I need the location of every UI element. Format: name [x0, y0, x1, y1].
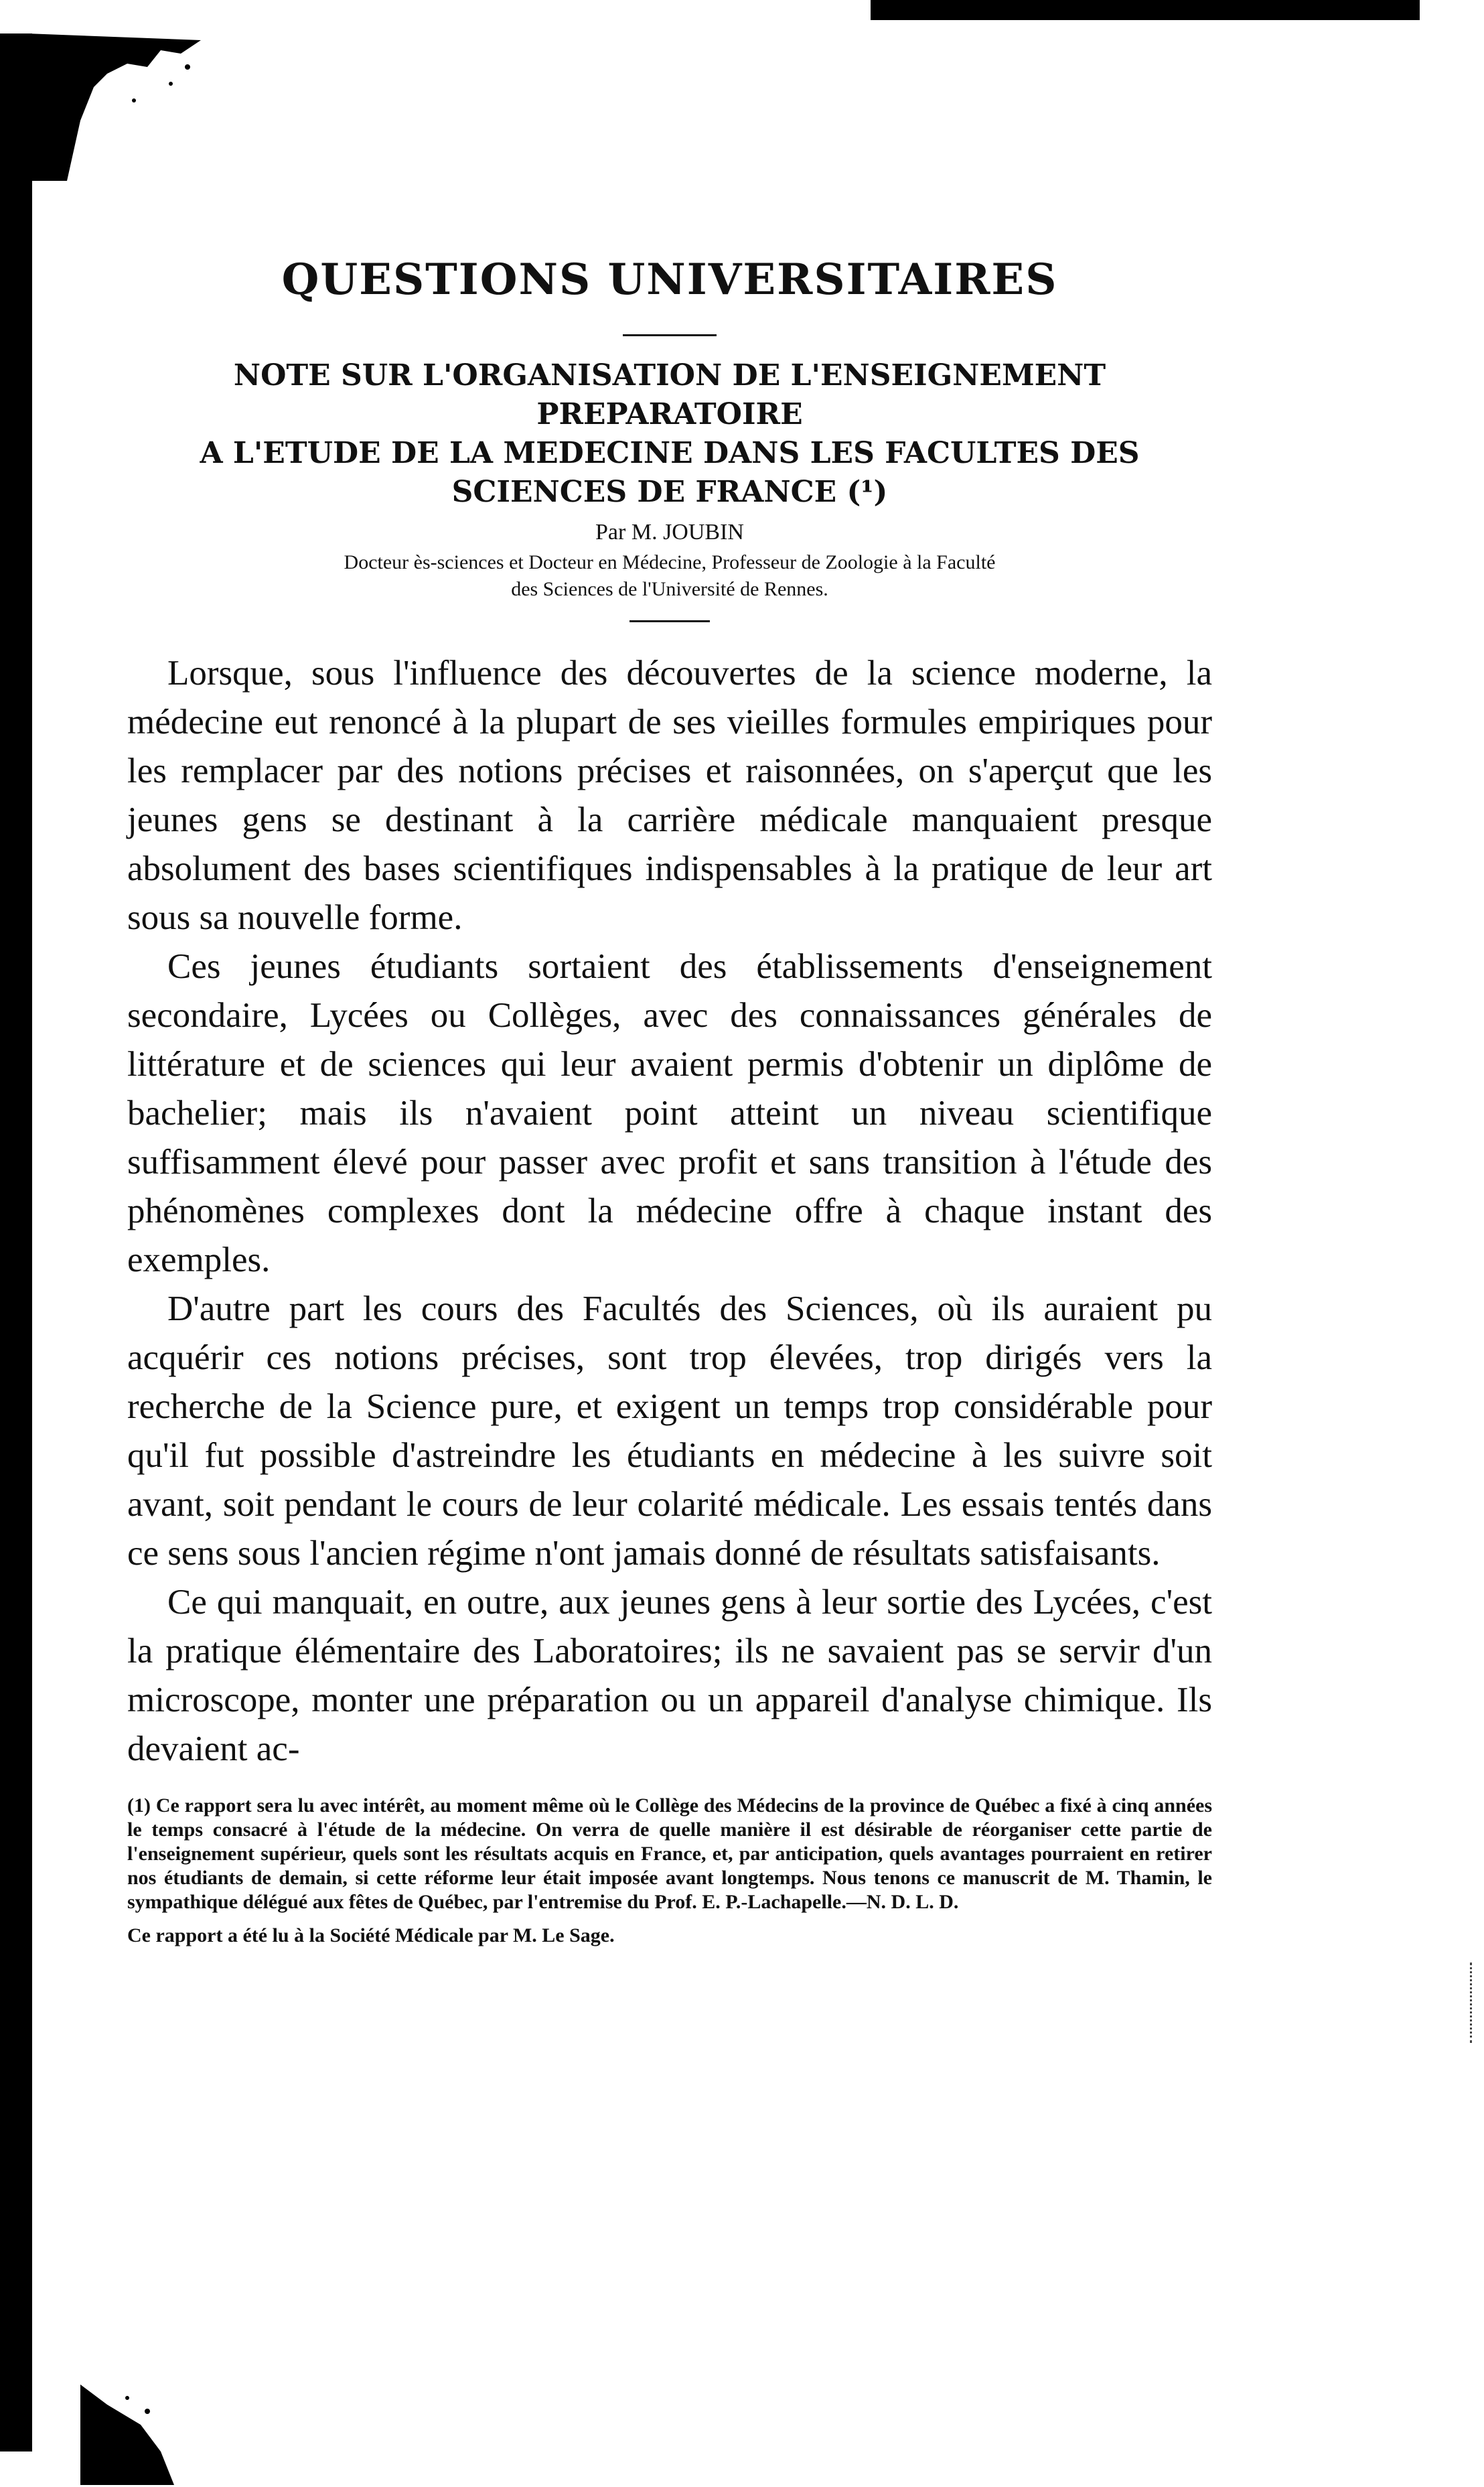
author-affiliation	[127, 549, 1212, 603]
author-byline: Par M. JOUBIN	[595, 520, 744, 545]
body-paragraph-1: Lorsque, sous l'influence des découvertes de la science moderne, la médecine eut renoncé à la plupart de ses vieilles formules empiriques pour les remplacer par des notions précises et raisonnées, on s'aperçut que les jeunes gens se destinant à la carrière médicale manquaient presque absolument des bases scientifiques indispensables à la pratique de leur art sous sa nouvelle forme.	[127, 654, 1212, 937]
note-title-line-1: NOTE SUR L'ORGANISATION DE L'ENSEIGNEMENT PREPARATOIRE	[233, 358, 1106, 431]
affiliation-line-2: des Sciences de l'Université de Rennes.	[511, 578, 828, 600]
title-divider	[623, 334, 717, 336]
footnote-2: Ce rapport a été lu à la Société Médicale par M. Le Sage.	[127, 1924, 615, 1946]
scan-border-top	[871, 0, 1420, 20]
page-content	[127, 221, 1212, 1957]
body-paragraph-3: D'autre part les cours des Facultés des Sciences, où ils auraient pu acquérir ces notions précises, sont trop élevées, trop dirigés vers la recherche de la Science pure, et exigent un temps trop considérable pour qu'il fut possible d'astreindre les étudiants en médecine à les suivre soit avant, soit pendant le cours de leur colarité médicale. Les essais tentés dans ce sens sous l'ancien régime n'ont jamais donné de résultats satisfaisants.	[127, 1289, 1212, 1573]
article-body	[127, 649, 1212, 1774]
note-title-line-2: A L'ETUDE DE LA MEDECINE DANS LES FACULTES DES	[200, 436, 1140, 470]
scan-noise-bottom-left	[80, 2385, 174, 2485]
scan-border-left	[0, 33, 32, 2452]
body-paragraph-2: Ces jeunes étudiants sortaient des établissements d'enseignement secondaire, Lycées ou Collèges, avec des connaissances générales de littérature et de sciences qui leur avaient permis d'obtenir un diplôme de bachelier; mais ils n'avaient point atteint un niveau scientifique suffisamment élevé pour passer avec profit et sans transition à l'étude des phénomènes complexes dont la médecine offre à chaque instant des exemples.	[127, 947, 1212, 1279]
affiliation-line-1: Docteur ès-sciences et Docteur en Médecine, Professeur de Zoologie à la Faculté	[344, 551, 996, 573]
footnotes	[127, 1794, 1212, 1948]
scan-noise-top-left	[27, 27, 201, 181]
page-title: QUESTIONS UNIVERSITAIRES	[281, 255, 1058, 305]
body-paragraph-4: Ce qui manquait, en outre, aux jeunes gens à leur sortie des Lycées, c'est la pratique élémentaire des Laboratoires; ils ne savaient pas se servir d'un microscope, monter une préparation ou un appareil d'analyse chimique. Ils devaient ac-	[127, 1583, 1212, 1768]
note-title	[127, 356, 1212, 512]
footnote-1: (1) Ce rapport sera lu avec intérêt, au moment même où le Collège des Médecins de la province de Québec a fixé à cinq années le temps consacré à l'étude de la médecine. On verra de quelle manière il est désirable de réorganiser cette partie de l'enseignement supérieur, quels sont les résultats acquis en France, et, par anticipation, quels avantages pourraient en retirer nos étudiants de demain, si cette réforme leur était imposée avant longtemps. Nous tenons ce manuscrit de M. Thamin, le sympathique délégué aux fêtes de Québec, par l'entremise du Prof. E. P.-Lachapelle.—N. D. L. D.	[127, 1794, 1212, 1913]
note-title-line-3: SCIENCES DE FRANCE (¹)	[451, 475, 888, 509]
section-divider	[629, 620, 710, 622]
margin-marks	[1470, 1963, 1476, 2043]
